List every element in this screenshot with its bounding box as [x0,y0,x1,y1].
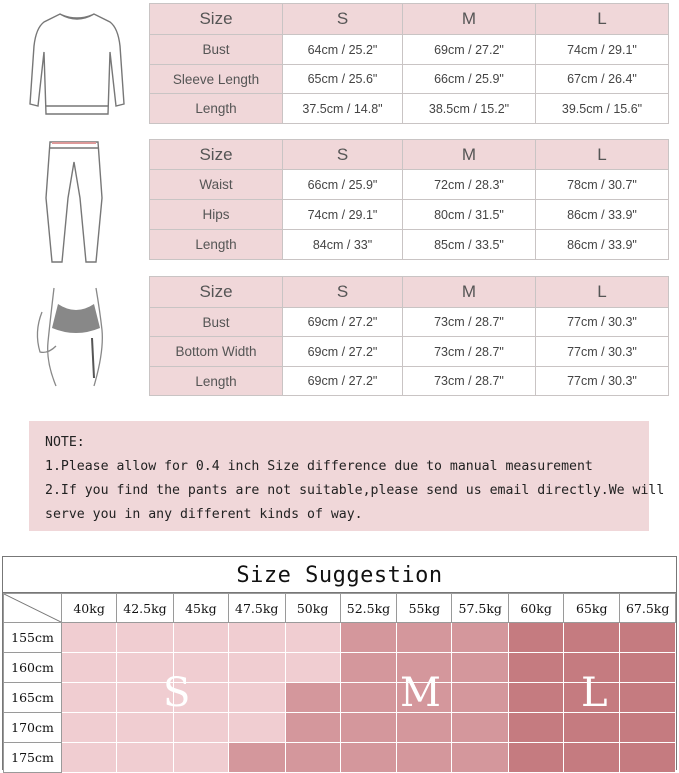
note-line-1: 1.Please allow for 0.4 inch Size difference due to manual measurement [45,459,593,474]
size-header: Size [150,140,283,170]
size-cell-m [285,683,340,713]
table-cell: 66cm / 25.9" [283,170,403,200]
size-header: Size [150,277,283,308]
size-m-header: M [403,277,536,308]
table-cell: 77cm / 30.3" [536,308,669,337]
size-m-header: M [403,4,536,35]
row-label: Bust [150,35,283,65]
size-cell-s [228,623,285,653]
size-cell-s [173,743,228,773]
table-cell: 72cm / 28.3" [403,170,536,200]
size-cell-s [62,623,117,653]
size-cell-s [173,623,228,653]
size-cell-s [62,713,117,743]
size-cell-l [620,653,676,683]
size-suggestion-title: Size Suggestion [3,557,676,593]
size-cell-l [564,623,620,653]
table-cell: 69cm / 27.2" [283,308,403,337]
size-cell-s [62,743,117,773]
weight-header: 65kg [564,594,620,623]
size-l-header: L [536,4,669,35]
table-cell: 77cm / 30.3" [536,337,669,367]
row-label: Length [150,94,283,124]
size-cell-m [228,743,285,773]
size-l-header: L [536,277,669,308]
size-cell-m [340,713,397,743]
size-cell-l [509,653,564,683]
table-cell: 74cm / 29.1" [536,35,669,65]
sweater-icon [22,6,132,118]
row-label: Hips [150,200,283,230]
size-cell-s [285,623,340,653]
table-row [4,623,676,653]
size-s-header: S [283,4,403,35]
size-m-label: M [400,670,441,716]
size-cell-s [228,713,285,743]
table-row [4,713,676,743]
table-cell: 86cm / 33.9" [536,230,669,260]
weight-header: 42.5kg [117,594,174,623]
top-size-table [149,3,669,124]
size-cell-s [173,713,228,743]
table-row [4,743,676,773]
grid-corner [4,594,62,623]
size-cell-l [620,743,676,773]
size-cell-s [117,743,174,773]
weight-header: 60kg [509,594,564,623]
size-s-label: S [163,670,191,716]
size-suggestion-grid [3,593,676,773]
size-cell-m [340,683,397,713]
table-cell: 37.5cm / 14.8" [283,94,403,124]
table-cell: 78cm / 30.7" [536,170,669,200]
leggings-icon [40,138,110,266]
table-cell: 66cm / 25.9" [403,65,536,94]
size-s-header: S [283,277,403,308]
row-label: Bust [150,308,283,337]
size-cell-m [452,743,509,773]
table-cell: 65cm / 25.6" [283,65,403,94]
size-cell-m [397,623,452,653]
height-header: 170cm [4,713,62,743]
table-cell: 84cm / 33" [283,230,403,260]
size-header: Size [150,4,283,35]
weight-header: 50kg [285,594,340,623]
table-cell: 73cm / 28.7" [403,367,536,396]
sports-bra-icon [30,282,122,392]
row-label: Bottom Width [150,337,283,367]
note-line-2: 2.If you find the pants are not suitable,please send us email directly.We will [45,483,665,498]
row-label: Length [150,230,283,260]
table-cell: 38.5cm / 15.2" [403,94,536,124]
table-cell: 73cm / 28.7" [403,308,536,337]
size-cell-m [285,743,340,773]
height-header: 160cm [4,653,62,683]
size-cell-s [62,683,117,713]
size-suggestion-panel [2,556,677,770]
weight-header: 55kg [397,594,452,623]
size-cell-l [620,713,676,743]
size-cell-l [620,623,676,653]
table-cell: 80cm / 31.5" [403,200,536,230]
row-label: Waist [150,170,283,200]
height-header: 165cm [4,683,62,713]
weight-header: 47.5kg [228,594,285,623]
size-cell-s [228,653,285,683]
row-label: Sleeve Length [150,65,283,94]
table-cell: 39.5cm / 15.6" [536,94,669,124]
height-header: 175cm [4,743,62,773]
size-cell-m [452,623,509,653]
size-cell-l [509,623,564,653]
table-row [4,683,676,713]
size-s-header: S [283,140,403,170]
row-label: Length [150,367,283,396]
size-cell-m [397,713,452,743]
size-cell-m [452,653,509,683]
table-cell: 77cm / 30.3" [536,367,669,396]
height-header: 155cm [4,623,62,653]
size-cell-l [564,743,620,773]
table-cell: 86cm / 33.9" [536,200,669,230]
weight-header: 45kg [173,594,228,623]
size-cell-s [228,683,285,713]
size-cell-l [564,713,620,743]
table-cell: 74cm / 29.1" [283,200,403,230]
size-cell-m [340,743,397,773]
table-cell: 67cm / 26.4" [536,65,669,94]
size-cell-m [285,713,340,743]
weight-header: 52.5kg [340,594,397,623]
weight-header: 57.5kg [452,594,509,623]
table-cell: 64cm / 25.2" [283,35,403,65]
table-cell: 69cm / 27.2" [403,35,536,65]
weight-header: 40kg [62,594,117,623]
size-m-header: M [403,140,536,170]
note-line-2-cont: serve you in any different kinds of way. [45,507,363,522]
size-cell-l [620,683,676,713]
table-cell: 85cm / 33.5" [403,230,536,260]
size-cell-s [117,623,174,653]
size-cell-l [509,743,564,773]
note-title: NOTE: [45,435,85,450]
weight-header: 67.5kg [620,594,676,623]
size-cell-m [340,653,397,683]
note-box [29,421,665,531]
size-cell-s [62,653,117,683]
leggings-size-table [149,139,669,260]
bra-size-table [149,276,669,396]
table-row [4,653,676,683]
size-cell-l [509,683,564,713]
size-cell-l [509,713,564,743]
size-cell-m [452,683,509,713]
table-cell: 69cm / 27.2" [283,367,403,396]
size-cell-m [452,713,509,743]
size-l-label: L [581,670,608,716]
size-cell-m [340,623,397,653]
size-cell-m [397,743,452,773]
table-cell: 73cm / 28.7" [403,337,536,367]
diagonal-line [4,594,61,622]
table-cell: 69cm / 27.2" [283,337,403,367]
size-cell-s [117,713,174,743]
size-cell-s [285,653,340,683]
size-l-header: L [536,140,669,170]
